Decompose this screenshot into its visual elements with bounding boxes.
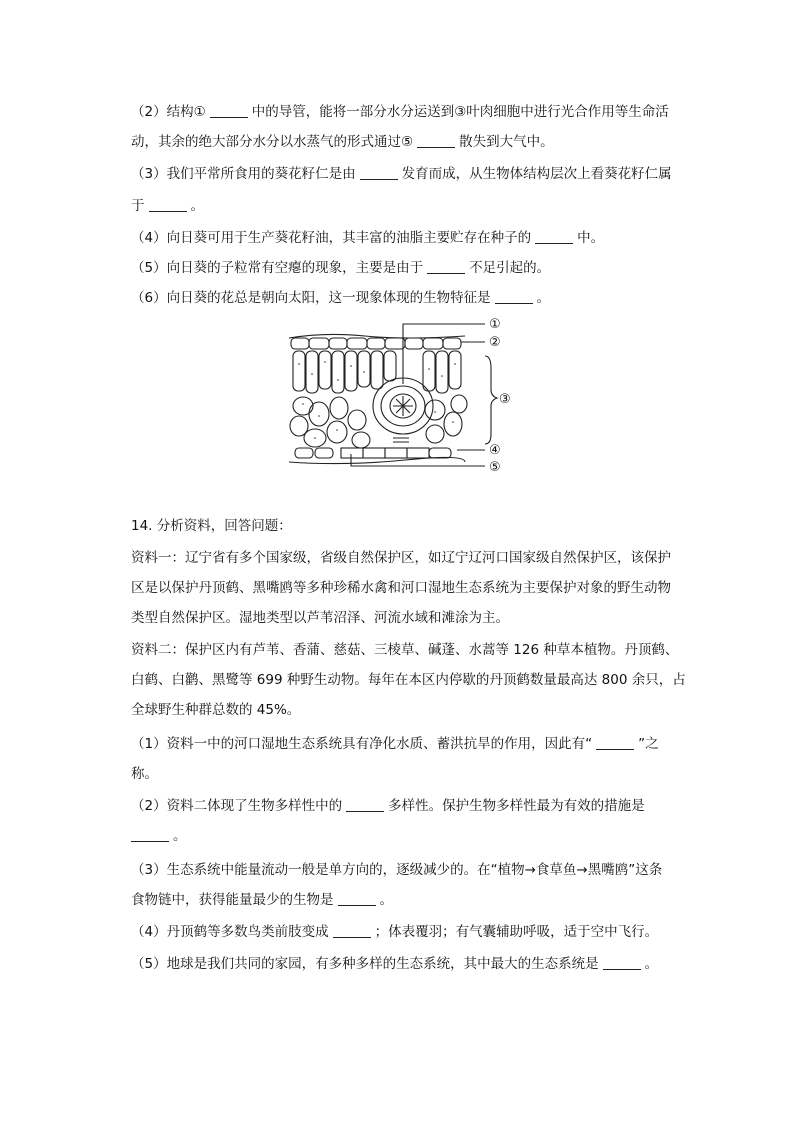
answer-blank[interactable] — [333, 923, 371, 938]
q13-line-2a — [131, 102, 669, 122]
answer-blank[interactable] — [131, 827, 169, 842]
material-1-line-3 — [131, 608, 509, 628]
q14-line-5 — [131, 954, 658, 974]
bracket-3 — [485, 356, 497, 444]
leaf-diagram — [285, 314, 515, 480]
q14-text: 食物链中，获得能量最少的生物是 — [131, 892, 334, 908]
q13-text: 。 — [190, 198, 204, 214]
q13-text: 散失到大气中。 — [459, 134, 554, 150]
material-text: 区是以保护丹顶鹤、黑嘴鸥等多种珍稀水禽和河口湿地生态系统为主要保护对象的野生动物 — [131, 580, 671, 596]
answer-blank[interactable] — [149, 197, 187, 212]
q14-line-2b — [131, 826, 187, 846]
answer-blank[interactable] — [360, 165, 398, 180]
q14-line-4 — [131, 922, 658, 942]
q13-text: （6）向日葵的花总是朝向太阳，这一现象体现的生物特征是 — [131, 290, 491, 306]
material-text: 全球野生种群总数的 45%。 — [131, 702, 301, 718]
figure-label-5: ⑤ — [489, 460, 501, 475]
leaf-cross-section-figure — [285, 314, 515, 480]
q14-heading-text: 14. 分析资料，回答问题： — [131, 518, 292, 534]
q14-heading — [131, 516, 292, 536]
figure-label-1: ① — [489, 317, 501, 332]
answer-blank[interactable] — [603, 955, 641, 970]
q13-line-6 — [131, 288, 550, 308]
answer-blank[interactable] — [338, 891, 376, 906]
q13-text: 中。 — [577, 230, 605, 246]
q14-line-1b — [131, 764, 158, 784]
q13-text: （2）结构① — [131, 104, 206, 120]
q13-text: 中的导管，能将一部分水分运送到③叶肉细胞中进行光合作用等生命活 — [251, 104, 669, 120]
q13-line-5 — [131, 258, 550, 278]
answer-blank[interactable] — [346, 797, 384, 812]
upper-epidermis-cells — [291, 338, 461, 349]
q13-text: 。 — [536, 290, 551, 306]
q14-line-2a — [131, 796, 645, 816]
q13-line-3a — [131, 164, 672, 184]
q13-text: 动，其余的绝大部分水分以水蒸气的形式通过⑤ — [131, 134, 414, 150]
q13-text: （3）我们平常所食用的葵花籽仁是由 — [131, 166, 356, 182]
q14-text: 称。 — [131, 766, 158, 782]
answer-blank[interactable] — [417, 133, 455, 148]
material-1-line-1 — [131, 548, 671, 568]
leader-5 — [351, 454, 485, 466]
q14-text: ；体表覆羽；有气囊辅助呼吸，适于空中飞行。 — [374, 924, 659, 940]
material-text: 资料二：保护区内有芦苇、香蒲、慈菇、三棱草、碱蓬、水蒿等 126 种草本植物。丹顶鹤、 — [131, 642, 679, 658]
q13-line-4 — [131, 228, 604, 248]
answer-blank[interactable] — [495, 289, 533, 304]
material-2-line-3 — [131, 700, 300, 720]
q13-line-3b — [131, 196, 204, 216]
leader-1 — [403, 324, 485, 384]
q13-line-2b — [131, 132, 554, 152]
q13-text: 不足引起的。 — [469, 260, 551, 276]
q13-text: 于 — [131, 198, 145, 214]
figure-label-2: ② — [489, 335, 501, 350]
answer-blank[interactable] — [535, 229, 573, 244]
q14-line-3b — [131, 890, 393, 910]
q14-text: （1）资料一中的河口湿地生态系统具有净化水质、蓄洪抗旱的作用，因此有“ — [131, 736, 593, 752]
leaf-vein — [373, 378, 433, 434]
q14-text: 。 — [379, 892, 393, 908]
q14-text: （5）地球是我们共同的家园，有多种多样的生态系统，其中最大的生态系统是 — [131, 956, 599, 972]
q13-text: 发育而成，从生物体结构层次上看葵花籽仁属 — [401, 166, 672, 182]
stoma — [393, 438, 409, 442]
q14-text: 。 — [644, 956, 659, 972]
material-1-line-2 — [131, 578, 671, 598]
q13-text: （5）向日葵的子粒常有空瘪的现象，主要是由于 — [131, 260, 424, 276]
material-text: 类型自然保护区。湿地类型以芦苇沼泽、河流水域和滩涂为主。 — [131, 610, 509, 626]
material-2-line-1 — [131, 640, 678, 660]
material-2-line-2 — [131, 670, 686, 690]
lower-epidermis-cells — [295, 448, 451, 458]
material-text: 白鹤、白鹳、黑鹭等 699 种野生动物。每年在本区内停歇的丹顶鹤数量最高达 800 余只，占 — [131, 672, 686, 688]
figure-label-4: ④ — [489, 443, 501, 458]
q14-text: （4）丹顶鹤等多数鸟类前肢变成 — [131, 924, 329, 940]
q14-text: 。 — [173, 828, 187, 844]
material-text: 资料一：辽宁省有多个国家级，省级自然保护区，如辽宁辽河口国家级自然保护区，该保护 — [131, 550, 671, 566]
q14-text: （3）生态系统中能量流动一般是单方向的，逐级减少的。在“植物→食草鱼→黑嘴鸥”这条 — [131, 862, 663, 878]
palisade-cells — [293, 351, 461, 393]
q14-text: （2）资料二体现了生物多样性中的 — [131, 798, 343, 814]
q14-text: 多样性。保护生物多样性最为有效的措施是 — [388, 798, 645, 814]
q13-text: （4）向日葵可用于生产葵花籽油，其丰富的油脂主要贮存在种子的 — [131, 230, 532, 246]
answer-blank[interactable] — [427, 259, 465, 274]
q14-line-3a — [131, 860, 662, 880]
q14-line-1a — [131, 734, 659, 754]
q14-text: ”之 — [638, 736, 659, 752]
answer-blank[interactable] — [210, 103, 248, 118]
answer-blank[interactable] — [596, 735, 634, 750]
figure-label-3: ③ — [499, 392, 511, 407]
